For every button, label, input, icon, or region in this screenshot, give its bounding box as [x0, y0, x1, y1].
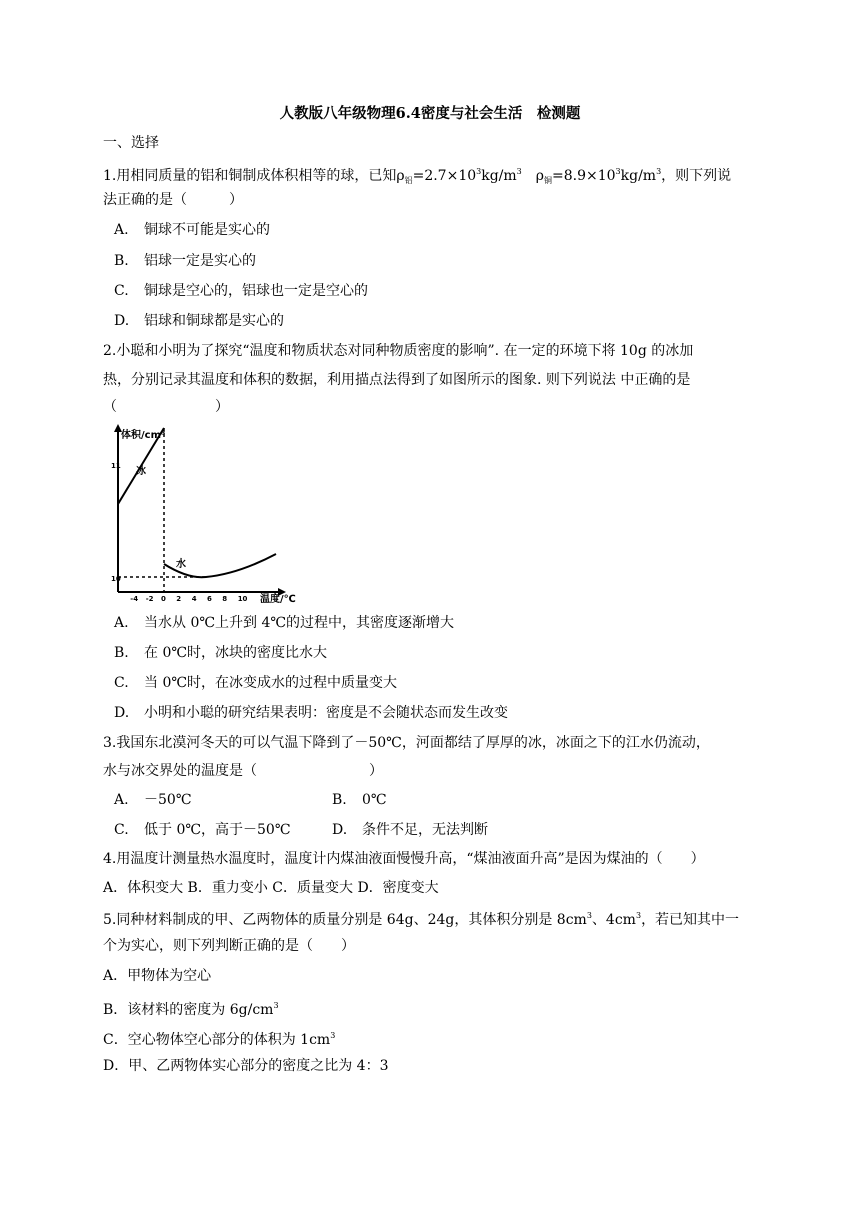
question-1-line-1: 1.用相同质量的铝和铜制成体积相等的球，已知$\rho_铝=2.7\times 10^3kg/m^3$ $\rho_铜=8.9\times 10^3kg/m^3$，则下列说 — [103, 167, 732, 185]
volume-temperature-chart — [108, 424, 298, 604]
section-heading: 一、选择 — [103, 135, 159, 151]
q2-option-a: A. 当水从 0℃上升到 4℃的过程中，其密度逐渐增大 — [114, 615, 455, 631]
x-tick-label: 2 — [176, 595, 182, 603]
question-3-line-1: 3.我国东北漠河冬天的可以气温下降到了－50℃，河面都结了厚厚的冰，冰面之下的江水仍流动， — [103, 735, 710, 751]
q5-option-b: B．该材料的密度为 $6g/cm^3$ — [103, 1001, 279, 1018]
question-5-line-1: 5.同种材料制成的甲、乙两物体的质量分别是 64g、24g，其体积分别是 $8cm^3$、$4cm^3$，若已知其中一 — [103, 911, 740, 928]
x-tick-label: -2 — [145, 595, 154, 603]
q5-option-d: D．甲、乙两物体实心部分的密度之比为 4：3 — [103, 1058, 389, 1074]
x-tick-label: 8 — [222, 595, 228, 603]
question-2-line-2: 热，分别记录其温度和体积的数据，利用描点法得到了如图所示的图象. 则下列说法 中正确的是 — [103, 372, 691, 388]
question-2-line-3: （ ） — [103, 399, 229, 415]
water-label: 水 — [176, 559, 186, 570]
q3-option-c: C. 低于 0℃，高于－50℃ — [114, 822, 291, 838]
question-4-line-1: 4.用温度计测量热水温度时，温度计内煤油液面慢慢升高，“煤油液面升高”是因为煤油的（ ） — [103, 851, 705, 867]
q2-option-c: C. 当 0℃时，在冰变成水的过程中质量变大 — [114, 675, 398, 691]
chart-svg — [108, 424, 298, 604]
x-tick-label: 0 — [161, 595, 166, 603]
q2-option-b: B. 在 0℃时，冰块的密度比水大 — [114, 645, 328, 661]
y-axis-label: 体积/cm³ — [121, 430, 166, 441]
x-tick-label: 10 — [237, 595, 248, 603]
y-tick-label: 11 — [111, 462, 121, 470]
q1-option-c: C. 铜球是空心的，铝球也一定是空心的 — [114, 283, 368, 299]
x-tick-label: -4 — [130, 595, 139, 603]
q1-option-d: D. 铝球和铜球都是实心的 — [114, 313, 284, 329]
q3-option-a: A. －50℃ — [114, 792, 192, 808]
y-tick-label: 10 — [111, 575, 121, 583]
q5-option-c: C．空心物体空心部分的体积为 $1cm^3$ — [103, 1031, 336, 1048]
x-axis-label: 温度/℃ — [260, 594, 296, 604]
q2-option-d: D. 小明和小聪的研究结果表明：密度是不会随状态而发生改变 — [114, 705, 508, 721]
question-1-line-2: 法正确的是（ ） — [103, 192, 243, 208]
x-tick-label: 6 — [207, 595, 212, 603]
page-title: 人教版八年级物理6.4密度与社会生活 检测题 — [279, 105, 581, 122]
q3-option-b: B. 0℃ — [332, 792, 387, 808]
q5-option-a: A．甲物体为空心 — [103, 968, 212, 984]
q1-option-a: A. 铜球不可能是实心的 — [114, 222, 270, 238]
x-tick-labels — [130, 595, 247, 603]
question-3-line-2: 水与冰交界处的温度是（ ） — [103, 763, 383, 779]
q1-option-b: B. 铝球一定是实心的 — [114, 253, 256, 269]
x-tick-label: 4 — [191, 595, 197, 603]
question-2-line-1: 2.小聪和小明为了探究“温度和物质状态对同种物质密度的影响”. 在一定的环境下将 10g 的冰加 — [103, 343, 694, 359]
q3-option-d: D. 条件不足，无法判断 — [332, 822, 488, 838]
question-5-line-2: 个为实心，则下列判断正确的是（ ） — [103, 938, 355, 954]
question-4-options: A．体积变大 B．重力变小 C．质量变大 D．密度变大 — [103, 880, 439, 896]
ice-label: 冰 — [136, 466, 146, 477]
